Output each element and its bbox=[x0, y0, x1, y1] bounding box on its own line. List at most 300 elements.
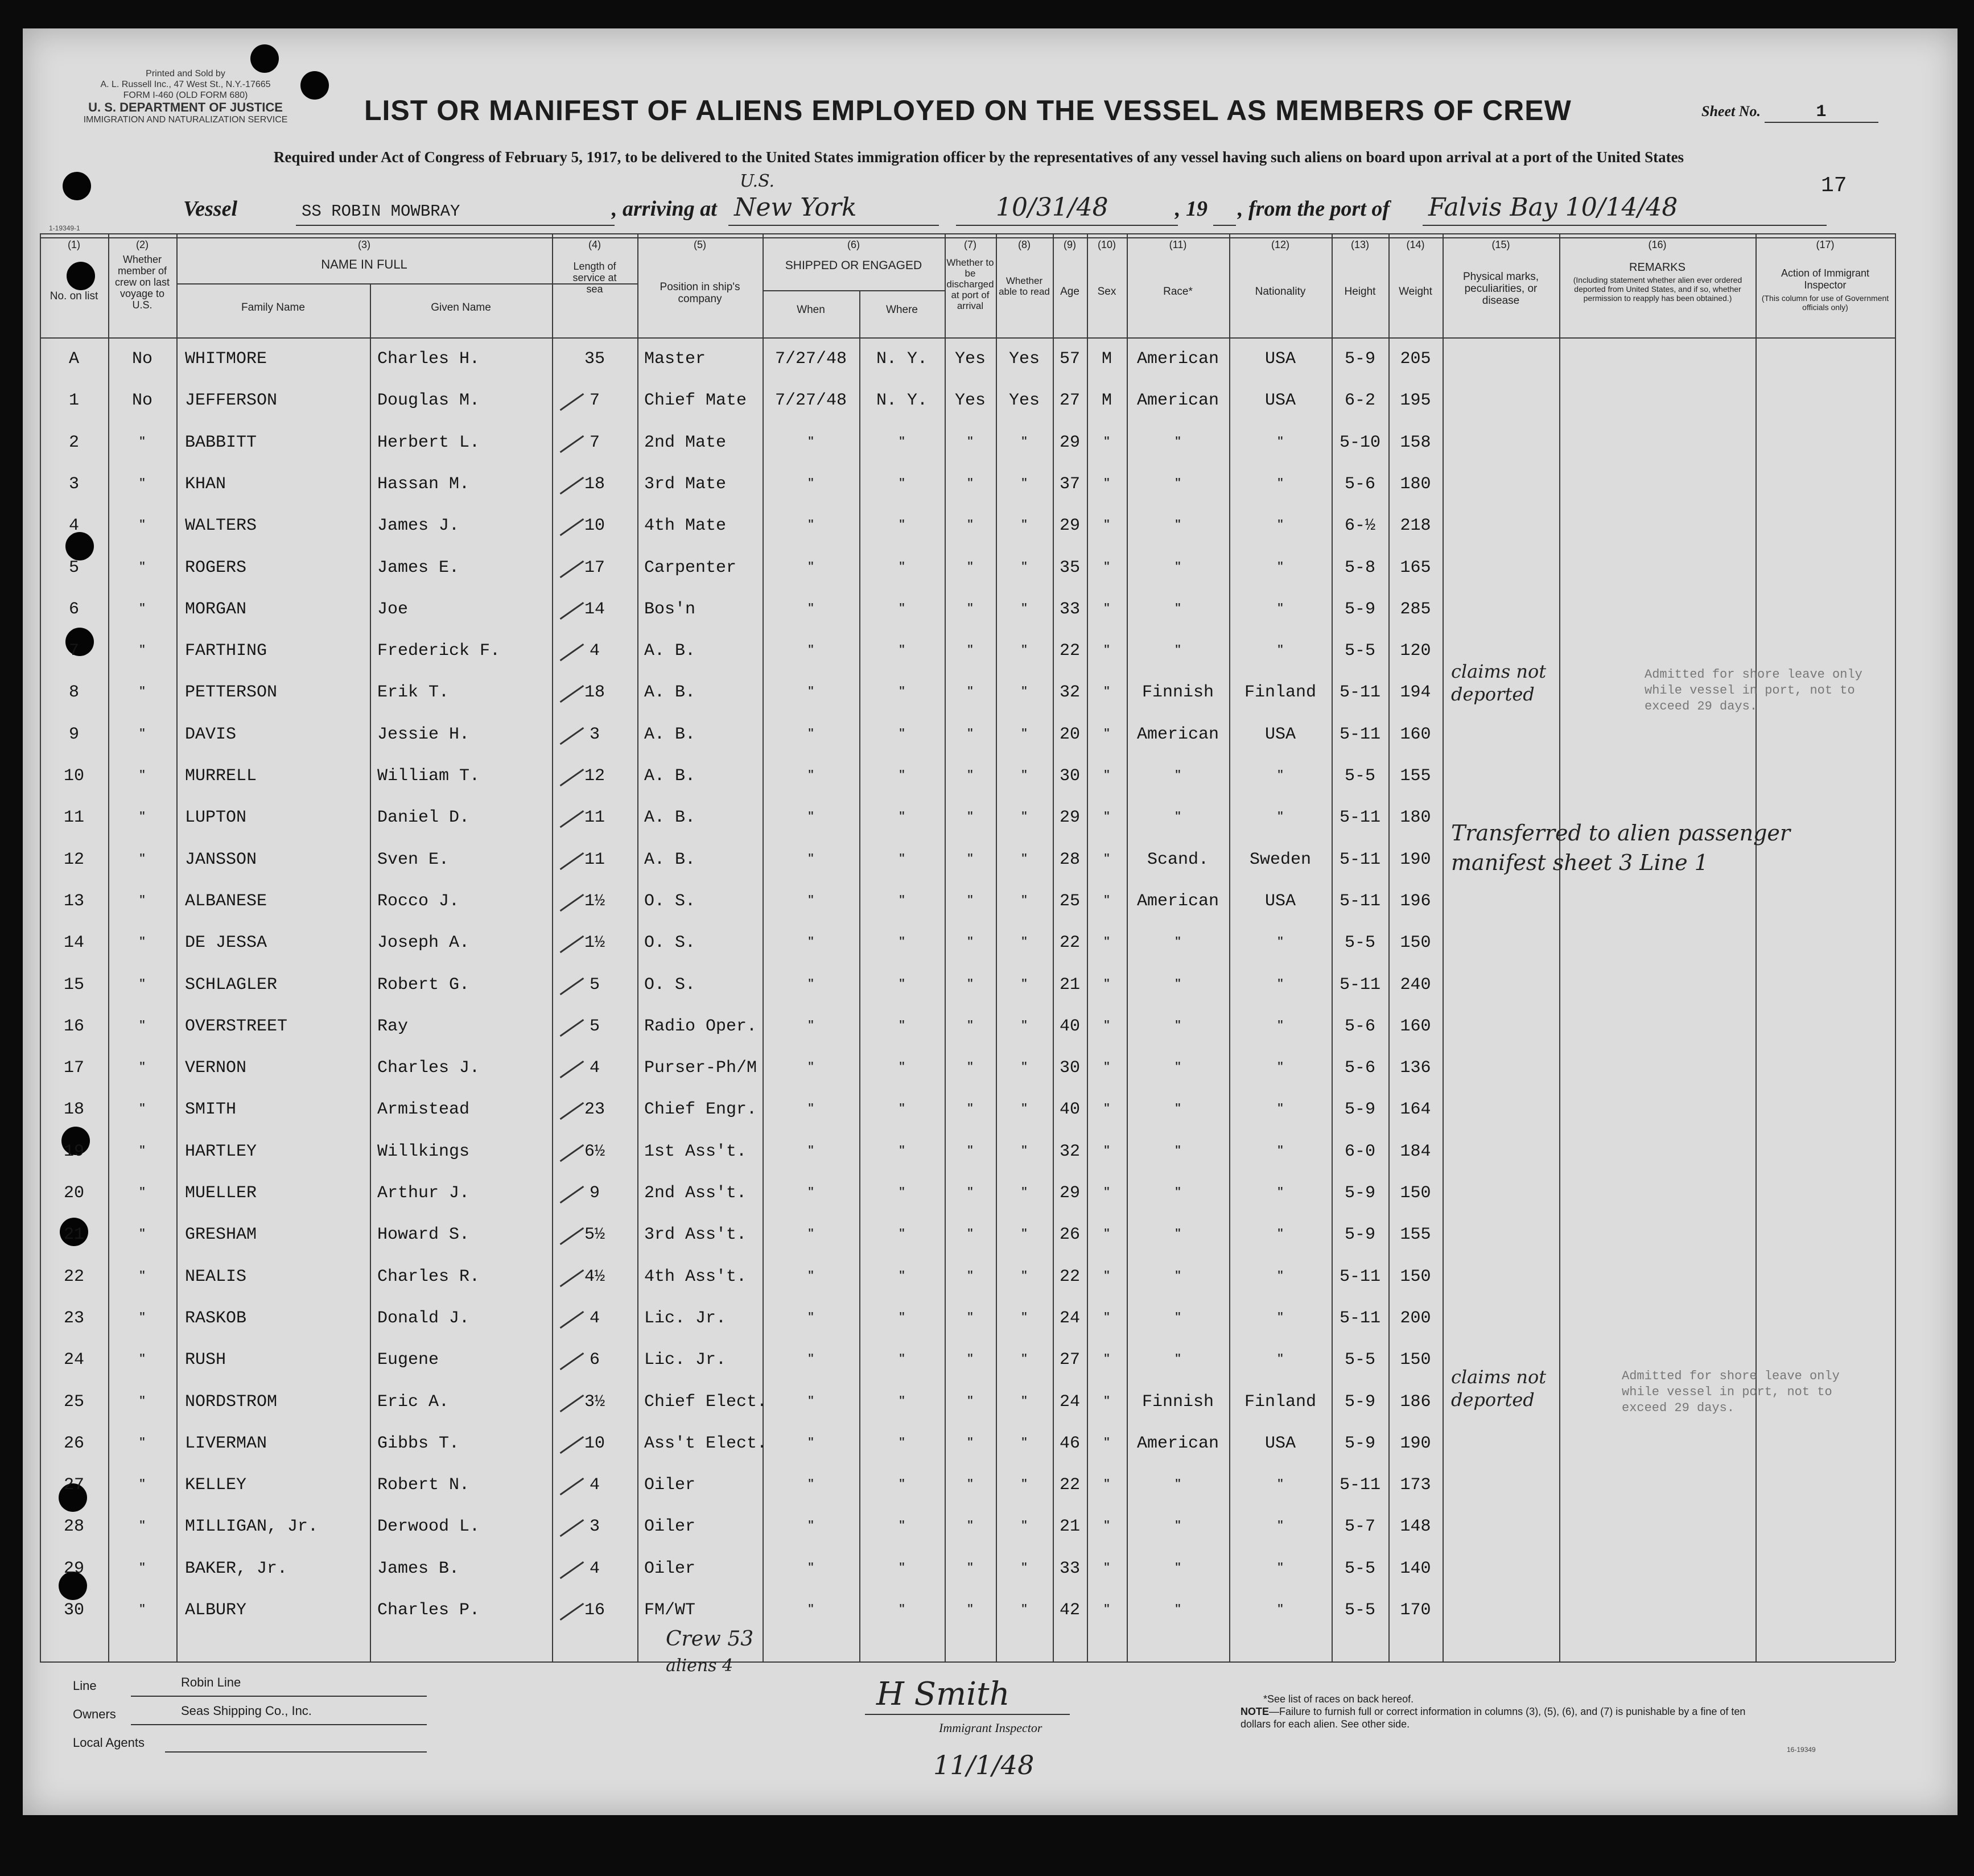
row-number-cell: 21 bbox=[63, 1225, 84, 1245]
race-cell: " bbox=[1175, 1517, 1181, 1535]
race-cell: American bbox=[1136, 891, 1219, 911]
weight-cell: 195 bbox=[1400, 391, 1431, 411]
nationality-cell: " bbox=[1277, 1100, 1283, 1118]
age-cell: 30 bbox=[1059, 766, 1080, 786]
given-name-cell: Armistead bbox=[377, 1100, 470, 1120]
weight-cell: 285 bbox=[1400, 599, 1431, 619]
shipped-when-cell: " bbox=[808, 1558, 814, 1576]
age-cell: 25 bbox=[1059, 891, 1080, 911]
row-number-cell: 28 bbox=[63, 1517, 84, 1537]
page-title: LIST OR MANIFEST OF ALIENS EMPLOYED ON THE VESSEL AS MEMBERS OF CREW bbox=[364, 94, 1572, 126]
service-length-cell: 9 bbox=[589, 1184, 600, 1203]
discharged-cell: " bbox=[967, 474, 973, 492]
family-name-cell: LIVERMAN bbox=[185, 1433, 267, 1453]
weight-cell: 155 bbox=[1400, 766, 1431, 786]
row-number-cell: 29 bbox=[63, 1558, 84, 1578]
vessel-label: Vessel bbox=[183, 197, 237, 221]
discharged-cell: " bbox=[967, 1601, 973, 1618]
height-cell: 5-8 bbox=[1344, 558, 1375, 578]
last-voyage-cell: " bbox=[139, 1558, 145, 1576]
given-name-cell: James J. bbox=[377, 516, 460, 536]
weight-cell: 190 bbox=[1400, 1433, 1431, 1453]
shipped-when-cell: " bbox=[808, 599, 814, 617]
family-name-cell: GRESHAM bbox=[185, 1225, 257, 1245]
remark-claims-not-deported: claims not deported bbox=[1451, 661, 1547, 705]
able-to-read-cell: " bbox=[1021, 891, 1027, 909]
age-cell: 37 bbox=[1059, 474, 1080, 494]
last-voyage-cell: " bbox=[139, 1184, 145, 1201]
shipped-where-cell: " bbox=[899, 1184, 905, 1201]
given-name-cell: Charles R. bbox=[377, 1267, 480, 1287]
given-name-cell: Sven E. bbox=[377, 850, 450, 869]
inspector-label: Immigrant Inspector bbox=[939, 1721, 1042, 1735]
service-length-cell: 3 bbox=[589, 724, 600, 744]
family-name-cell: ROGERS bbox=[185, 558, 247, 578]
position-cell: O. S. bbox=[644, 933, 696, 953]
date-underline bbox=[956, 225, 1178, 226]
remark-shore-leave bbox=[1645, 667, 1862, 715]
from-underline bbox=[1423, 225, 1827, 226]
shipped-where-cell: " bbox=[899, 1475, 905, 1493]
row-number-cell: 22 bbox=[63, 1267, 84, 1287]
row-number-cell: 30 bbox=[63, 1601, 84, 1620]
shipped-where-cell: " bbox=[899, 1100, 905, 1118]
family-name-cell: MURRELL bbox=[185, 766, 257, 786]
given-name-cell: Joe bbox=[377, 599, 409, 619]
last-voyage-cell: " bbox=[139, 474, 145, 492]
last-voyage-cell: " bbox=[139, 1475, 145, 1493]
sex-cell: " bbox=[1104, 641, 1110, 659]
sex-cell: " bbox=[1104, 1392, 1110, 1409]
age-cell: 57 bbox=[1059, 349, 1080, 369]
last-voyage-cell: " bbox=[139, 933, 145, 951]
given-name-cell: Gibbs T. bbox=[377, 1433, 460, 1453]
discharged-cell: " bbox=[967, 1267, 973, 1284]
service-length-cell: 6½ bbox=[584, 1141, 605, 1161]
race-cell: " bbox=[1175, 933, 1181, 951]
race-cell: " bbox=[1175, 1558, 1181, 1576]
nationality-cell: " bbox=[1277, 1058, 1283, 1076]
nationality-cell: " bbox=[1277, 1184, 1283, 1201]
given-name-cell: Erik T. bbox=[377, 683, 450, 703]
service-length-cell: 17 bbox=[584, 558, 605, 578]
weight-cell: 120 bbox=[1400, 641, 1431, 661]
row-number-cell: 4 bbox=[68, 516, 79, 536]
age-cell: 29 bbox=[1059, 1184, 1080, 1203]
remark-line: while vessel in port, not to bbox=[1622, 1385, 1832, 1399]
discharged-cell: " bbox=[967, 1475, 973, 1493]
age-cell: 21 bbox=[1059, 975, 1080, 995]
arriving-label: , arriving at bbox=[612, 197, 717, 221]
family-name-cell: BAKER, Jr. bbox=[185, 1558, 288, 1578]
position-cell: Oiler bbox=[644, 1517, 696, 1537]
height-cell: 5-9 bbox=[1344, 349, 1375, 369]
sex-cell: " bbox=[1104, 1225, 1110, 1243]
nationality-cell: " bbox=[1277, 474, 1283, 492]
given-name-cell: Frederick F. bbox=[377, 641, 501, 661]
col-border bbox=[637, 233, 638, 1661]
able-to-read-cell: " bbox=[1021, 975, 1027, 992]
discharged-cell: " bbox=[967, 1100, 973, 1118]
note-label: NOTE bbox=[1241, 1706, 1270, 1717]
weight-cell: 180 bbox=[1400, 474, 1431, 494]
age-cell: 22 bbox=[1059, 933, 1080, 953]
header-age: Age bbox=[1060, 286, 1079, 298]
discharged-cell: Yes bbox=[954, 391, 986, 411]
last-voyage-cell: " bbox=[139, 1392, 145, 1409]
nationality-cell: " bbox=[1277, 933, 1283, 951]
sex-cell: " bbox=[1104, 808, 1110, 826]
position-cell: Oiler bbox=[644, 1475, 696, 1495]
position-cell: 1st Ass't. bbox=[644, 1141, 747, 1161]
position-cell: A. B. bbox=[644, 641, 696, 661]
discharged-cell: " bbox=[967, 850, 973, 867]
remark-line: exceed 29 days. bbox=[1622, 1401, 1735, 1415]
row-number-cell: 16 bbox=[63, 1016, 84, 1036]
nationality-cell: " bbox=[1277, 641, 1283, 659]
height-cell: 5-9 bbox=[1344, 1392, 1375, 1412]
nationality-cell: " bbox=[1277, 808, 1283, 826]
family-name-cell: OVERSTREET bbox=[185, 1016, 288, 1036]
header-last-voyage: Whether member of crew on last voyage to U.S. bbox=[114, 254, 170, 311]
shipped-where-cell: " bbox=[899, 1350, 905, 1368]
shipped-where-cell: " bbox=[899, 641, 905, 659]
footer-underline bbox=[131, 1696, 427, 1697]
shipped-where-cell: N. Y. bbox=[876, 349, 928, 369]
family-name-cell: RUSH bbox=[185, 1350, 226, 1370]
able-to-read-cell: " bbox=[1021, 766, 1027, 784]
nationality-cell: USA bbox=[1264, 349, 1296, 369]
crew-total: Crew 53 bbox=[666, 1627, 754, 1651]
age-cell: 40 bbox=[1059, 1016, 1080, 1036]
col-number: (6) bbox=[847, 239, 860, 250]
weight-cell: 218 bbox=[1400, 516, 1431, 536]
given-name-cell: William T. bbox=[377, 766, 480, 786]
last-voyage-cell: " bbox=[139, 1267, 145, 1284]
sex-cell: " bbox=[1104, 766, 1110, 784]
given-name-cell: Robert N. bbox=[377, 1475, 470, 1495]
weight-cell: 160 bbox=[1400, 724, 1431, 744]
last-voyage-cell: " bbox=[139, 1601, 145, 1618]
service-length-cell: 7 bbox=[589, 432, 600, 452]
header-no-on-list: No. on list bbox=[50, 290, 98, 302]
col-border bbox=[176, 233, 178, 1661]
family-name-cell: PETTERSON bbox=[185, 683, 278, 703]
able-to-read-cell: " bbox=[1021, 1184, 1027, 1201]
last-voyage-cell: " bbox=[139, 1433, 145, 1451]
service-length-cell: 7 bbox=[589, 391, 600, 411]
position-cell: Radio Oper. bbox=[644, 1016, 757, 1036]
shipped-where-cell: " bbox=[899, 850, 905, 867]
age-cell: 29 bbox=[1059, 516, 1080, 536]
discharged-cell: " bbox=[967, 683, 973, 700]
nationality-cell: " bbox=[1277, 558, 1283, 575]
col-number: (17) bbox=[1816, 239, 1835, 250]
race-cell: " bbox=[1175, 641, 1181, 659]
sheet-number bbox=[1701, 102, 1878, 123]
sex-cell: " bbox=[1104, 1601, 1110, 1618]
age-cell: 32 bbox=[1059, 1141, 1080, 1161]
discharged-cell: " bbox=[967, 933, 973, 951]
race-cell: " bbox=[1175, 1184, 1181, 1201]
position-cell: A. B. bbox=[644, 766, 696, 786]
row-number-cell: 24 bbox=[63, 1350, 84, 1370]
nationality-cell: " bbox=[1277, 1475, 1283, 1493]
weight-cell: 150 bbox=[1400, 1267, 1431, 1287]
family-name-cell: RASKOB bbox=[185, 1308, 247, 1328]
age-cell: 24 bbox=[1059, 1392, 1080, 1412]
header-remarks: REMARKS bbox=[1629, 261, 1685, 274]
vessel-name: SS ROBIN MOWBRAY bbox=[302, 202, 460, 221]
race-cell: Finnish bbox=[1141, 683, 1214, 703]
sex-cell: " bbox=[1104, 1184, 1110, 1201]
shipped-where-cell: " bbox=[899, 1267, 905, 1284]
aliens-total: aliens 4 bbox=[666, 1656, 733, 1676]
service-length-cell: 35 bbox=[584, 349, 605, 369]
weight-cell: 173 bbox=[1400, 1475, 1431, 1495]
weight-cell: 180 bbox=[1400, 808, 1431, 828]
footer-agents-label: Local Agents bbox=[73, 1735, 145, 1750]
shipped-where-cell: " bbox=[899, 683, 905, 700]
service-length-cell: 4 bbox=[589, 1308, 600, 1328]
nationality-cell: USA bbox=[1264, 724, 1296, 744]
height-cell: 5-6 bbox=[1344, 1016, 1375, 1036]
position-cell: Carpenter bbox=[644, 558, 737, 578]
header-name-in-full: NAME IN FULL bbox=[321, 257, 407, 271]
family-name-cell: JANSSON bbox=[185, 850, 257, 869]
shipped-where-cell: N. Y. bbox=[876, 391, 928, 411]
shipped-where-cell: " bbox=[899, 474, 905, 492]
sex-cell: " bbox=[1104, 516, 1110, 534]
col-number: (10) bbox=[1097, 239, 1116, 250]
nationality-cell: " bbox=[1277, 1225, 1283, 1243]
sex-cell: " bbox=[1104, 724, 1110, 742]
race-cell: American bbox=[1136, 724, 1219, 744]
age-cell: 26 bbox=[1059, 1225, 1080, 1245]
shipped-when-cell: " bbox=[808, 1267, 814, 1284]
nationality-cell: " bbox=[1277, 599, 1283, 617]
sex-cell: " bbox=[1104, 1141, 1110, 1159]
header-race: Race* bbox=[1163, 286, 1193, 298]
year-label: , 19 bbox=[1175, 197, 1208, 221]
service-length-cell: 1½ bbox=[584, 933, 605, 953]
remark-line: Admitted for shore leave only bbox=[1645, 667, 1862, 682]
nationality-cell: " bbox=[1277, 1016, 1283, 1034]
row-number-cell: 18 bbox=[63, 1100, 84, 1120]
race-cell: " bbox=[1175, 1601, 1181, 1618]
sex-cell: " bbox=[1104, 599, 1110, 617]
col-border bbox=[1755, 233, 1757, 1661]
given-name-cell: Arthur J. bbox=[377, 1184, 470, 1203]
position-cell: 2nd Mate bbox=[644, 432, 727, 452]
printer-line: Printed and Sold by bbox=[146, 69, 225, 79]
shipped-when-cell: " bbox=[808, 1350, 814, 1368]
height-cell: 6-2 bbox=[1344, 391, 1375, 411]
family-name-cell: JEFFERSON bbox=[185, 391, 278, 411]
header-length-of-service: Length of service at sea bbox=[572, 261, 617, 295]
age-cell: 21 bbox=[1059, 1517, 1080, 1537]
row-number-cell: 14 bbox=[63, 933, 84, 953]
height-cell: 5-6 bbox=[1344, 1058, 1375, 1078]
discharged-cell: " bbox=[967, 1350, 973, 1368]
age-cell: 22 bbox=[1059, 1267, 1080, 1287]
service-length-cell: 14 bbox=[584, 599, 605, 619]
family-name-cell: NORDSTROM bbox=[185, 1392, 278, 1412]
age-cell: 27 bbox=[1059, 1350, 1080, 1370]
able-to-read-cell: " bbox=[1021, 808, 1027, 826]
last-voyage-cell: " bbox=[139, 599, 145, 617]
race-cell: " bbox=[1175, 1350, 1181, 1368]
bottom-form-code: 16-19349 bbox=[1787, 1746, 1816, 1754]
family-name-cell: NEALIS bbox=[185, 1267, 247, 1287]
row-number-cell: 1 bbox=[68, 391, 79, 411]
crew-table bbox=[40, 233, 1895, 1661]
weight-cell: 194 bbox=[1400, 683, 1431, 703]
shipped-when-cell: " bbox=[808, 1225, 814, 1243]
service-length-cell: 5 bbox=[589, 975, 600, 995]
height-cell: 5-9 bbox=[1344, 1225, 1375, 1245]
shipped-when-cell: " bbox=[808, 558, 814, 575]
height-cell: 5-11 bbox=[1339, 808, 1380, 828]
service-length-cell: 4 bbox=[589, 1475, 600, 1495]
weight-cell: 140 bbox=[1400, 1558, 1431, 1578]
family-name-cell: LUPTON bbox=[185, 808, 247, 828]
remark-line: manifest sheet 3 Line 1 bbox=[1451, 850, 1708, 875]
weight-cell: 186 bbox=[1400, 1392, 1431, 1412]
family-name-cell: WHITMORE bbox=[185, 349, 267, 369]
given-name-cell: Donald J. bbox=[377, 1308, 470, 1328]
family-name-cell: WALTERS bbox=[185, 516, 257, 536]
position-cell: 2nd Ass't. bbox=[644, 1184, 747, 1203]
vessel-underline bbox=[296, 225, 615, 226]
row-number-cell: 9 bbox=[68, 724, 79, 744]
last-voyage-cell: " bbox=[139, 516, 145, 534]
weight-cell: 200 bbox=[1400, 1308, 1431, 1328]
discharged-cell: " bbox=[967, 1308, 973, 1326]
discharged-cell: " bbox=[967, 558, 973, 575]
weight-cell: 150 bbox=[1400, 933, 1431, 953]
shipped-where-cell: " bbox=[899, 1016, 905, 1034]
row-number-cell: 7 bbox=[68, 641, 79, 661]
header-remarks-detail: (Including statement whether alien ever ordered deported from United States, and if so, whether permission to reapply has been obtained.) bbox=[1573, 275, 1742, 303]
position-cell: Chief Elect. bbox=[644, 1392, 768, 1412]
weight-cell: 150 bbox=[1400, 1350, 1431, 1370]
shipped-when-cell: " bbox=[808, 975, 814, 992]
sex-cell: " bbox=[1104, 1016, 1110, 1034]
last-voyage-cell: " bbox=[139, 975, 145, 992]
position-cell: 3rd Ass't. bbox=[644, 1225, 747, 1245]
shipped-where-cell: " bbox=[899, 975, 905, 992]
discharged-cell: " bbox=[967, 891, 973, 909]
height-cell: 5-5 bbox=[1344, 1601, 1375, 1620]
shipped-when-cell: " bbox=[808, 850, 814, 867]
able-to-read-cell: " bbox=[1021, 516, 1027, 534]
form-code: 1-19349-1 bbox=[49, 224, 80, 232]
remark-shore-leave bbox=[1622, 1368, 1840, 1416]
shipped-when-cell: " bbox=[808, 1392, 814, 1409]
service-name: IMMIGRATION AND NATURALIZATION SERVICE bbox=[83, 115, 288, 125]
race-cell: " bbox=[1175, 1141, 1181, 1159]
remark-line: Transferred to alien passenger bbox=[1451, 821, 1791, 846]
discharged-cell: " bbox=[967, 1141, 973, 1159]
header-position: Position in ship's company bbox=[660, 281, 740, 305]
sex-cell: " bbox=[1104, 1308, 1110, 1326]
height-cell: 5-9 bbox=[1344, 1100, 1375, 1120]
row-number-cell: 12 bbox=[63, 850, 84, 869]
col-number: (8) bbox=[1018, 239, 1031, 250]
able-to-read-cell: Yes bbox=[1008, 391, 1040, 411]
signature-line bbox=[865, 1714, 1070, 1715]
family-name-cell: MILLIGAN, Jr. bbox=[185, 1517, 319, 1537]
able-to-read-cell: " bbox=[1021, 1016, 1027, 1034]
discharged-cell: " bbox=[967, 808, 973, 826]
department-name: U. S. DEPARTMENT OF JUSTICE bbox=[88, 100, 283, 114]
sex-cell: " bbox=[1104, 474, 1110, 492]
given-name-cell: Willkings bbox=[377, 1141, 470, 1161]
service-length-cell: 11 bbox=[584, 808, 605, 828]
able-to-read-cell: " bbox=[1021, 1517, 1027, 1535]
sheet-number-label: Sheet No. bbox=[1701, 103, 1761, 119]
age-cell: 32 bbox=[1059, 683, 1080, 703]
position-cell: Chief Engr. bbox=[644, 1100, 757, 1120]
row-number-cell: A bbox=[68, 349, 79, 369]
weight-cell: 184 bbox=[1400, 1141, 1431, 1161]
able-to-read-cell: " bbox=[1021, 850, 1027, 867]
col-number: (15) bbox=[1491, 239, 1510, 250]
family-name-cell: KELLEY bbox=[185, 1475, 247, 1495]
position-cell: Chief Mate bbox=[644, 391, 747, 411]
position-cell: Lic. Jr. bbox=[644, 1350, 727, 1370]
age-cell: 20 bbox=[1059, 724, 1080, 744]
shipped-where-cell: " bbox=[899, 808, 905, 826]
position-cell: Lic. Jr. bbox=[644, 1308, 727, 1328]
shipped-when-cell: " bbox=[808, 683, 814, 700]
service-length-cell: 4 bbox=[589, 641, 600, 661]
races-note: *See list of races on back hereof. bbox=[1263, 1693, 1414, 1705]
shipped-when-cell: " bbox=[808, 432, 814, 450]
footer-owners-label: Owners bbox=[73, 1707, 116, 1721]
family-name-cell: KHAN bbox=[185, 474, 226, 494]
able-to-read-cell: " bbox=[1021, 1225, 1027, 1243]
able-to-read-cell: " bbox=[1021, 1350, 1027, 1368]
col-number: (5) bbox=[694, 239, 706, 250]
remark-transferred bbox=[1451, 818, 1790, 877]
service-length-cell: 4½ bbox=[584, 1267, 605, 1287]
sex-cell: " bbox=[1104, 1350, 1110, 1368]
service-length-cell: 4 bbox=[589, 1558, 600, 1578]
shipped-when-cell: " bbox=[808, 1184, 814, 1201]
col-number: (13) bbox=[1350, 239, 1369, 250]
weight-cell: 150 bbox=[1400, 1184, 1431, 1203]
shipped-when-cell: " bbox=[808, 516, 814, 534]
last-voyage-cell: " bbox=[139, 1225, 145, 1243]
age-cell: 24 bbox=[1059, 1308, 1080, 1328]
able-to-read-cell: " bbox=[1021, 1308, 1027, 1326]
col-number: (14) bbox=[1406, 239, 1425, 250]
age-cell: 35 bbox=[1059, 558, 1080, 578]
nationality-cell: " bbox=[1277, 1517, 1283, 1535]
shipped-when-cell: " bbox=[808, 1141, 814, 1159]
family-name-cell: MUELLER bbox=[185, 1184, 257, 1203]
header-family-name: Family Name bbox=[241, 302, 305, 314]
service-length-cell: 11 bbox=[584, 850, 605, 869]
shipped-where-cell: " bbox=[899, 1141, 905, 1159]
race-cell: American bbox=[1136, 349, 1219, 369]
shipped-where-cell: " bbox=[899, 1225, 905, 1243]
able-to-read-cell: " bbox=[1021, 1601, 1027, 1618]
from-port: Falvis Bay 10/14/48 bbox=[1428, 193, 1678, 222]
weight-cell: 148 bbox=[1400, 1517, 1431, 1537]
